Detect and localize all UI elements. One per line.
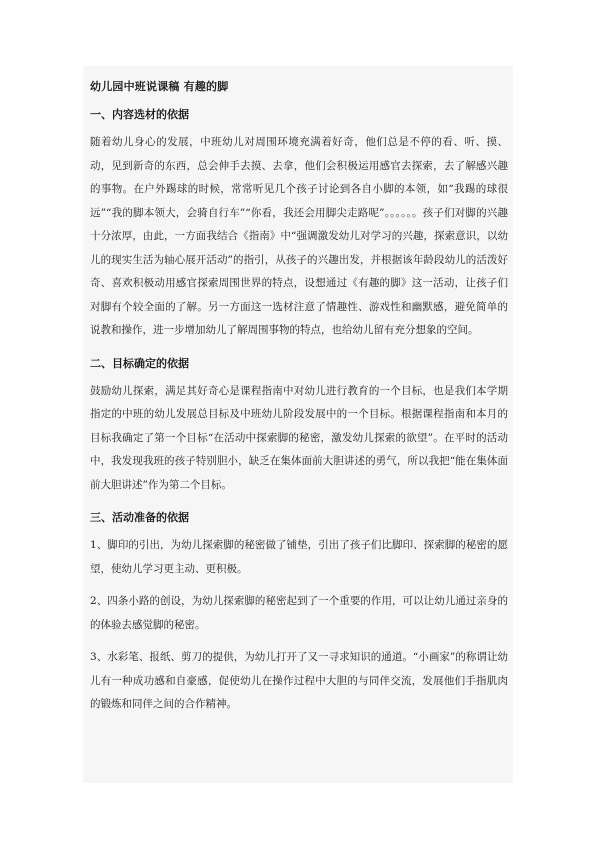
section-heading-preparation-basis: 三、活动准备的依据 (90, 511, 189, 524)
document-page (83, 66, 513, 783)
section-heading-goal-basis: 二、目标确定的依据 (90, 356, 189, 370)
section-paragraph-goal-basis: 鼓励幼儿探索，满足其好奇心是课程指南中对幼儿进行教育的一个目标，也是我们本学期指定的中班的幼儿发展总目标及中班幼儿阶段发展中的一个目标。根据课程指南和本月的目标我确定了第一个目标“在活动中探索脚的秘密，激发幼儿探索的欲望”。在平时的活动中，我发现我班的孩子特别胆小，缺乏在集体面前大胆讲述的勇气，所以我把“能在集体面前大胆讲述”作为第二个目标。 (90, 384, 508, 491)
section-heading-content-basis: 一、内容选材的依据 (90, 108, 189, 121)
section-paragraph-content-basis: 随着幼儿身心的发展，中班幼儿对周围环境充满着好奇，他们总是不停的看、听、摸、动，见到新奇的东西，总会伸手去摸、去拿，他们会积极运用感官去探索，去了解感兴趣的事物。在户外踢球的时候，常常听见几个孩子讨论到各自小脚的本领，如“我踢的球很远”“我的脚本领大，会骑自行车”“你看，我还会用脚尖走路呢”。。。。。。孩子们对脚的兴趣十分浓厚，由此，一方面我结合《指南》中“强调激发幼儿对学习的兴趣，探索意识，以幼儿的现实生活为轴心展开活动”的指引，从孩子的兴趣出发，并根据该年龄段幼儿的活泼好奇、喜欢积极动用感官探索周围世界的特点，设想通过《有趣的脚》这一活动，让孩子们对脚有个较全面的了解。另一方面这一选材注意了情趣性、游戏性和幽默感，避免简单的说教和操作，进一步增加幼儿了解周围事物的特点，也给幼儿留有充分想象的空间。 (90, 136, 508, 336)
preparation-item-paths: 2、四条小路的创设，为幼儿探索脚的秘密起到了一个重要的作用，可以让幼儿通过亲身的的体验去感觉脚的秘密。 (90, 595, 508, 631)
document-content (90, 79, 508, 726)
preparation-item-materials: 3、水彩笔、报纸、剪刀的提供，为幼儿打开了又一寻求知识的通道。“小画家”的称谓让幼儿有一种成功感和自豪感，促使幼儿在操作过程中大胆的与同伴交流，发展他们手指肌肉的锻炼和同伴之间的合作精神。 (90, 651, 508, 710)
document-title: 幼儿园中班说课稿 有趣的脚 (90, 80, 229, 93)
preparation-item-footprint: 1、脚印的引出，为幼儿探索脚的秘密做了铺垫，引出了孩子们比脚印、探索脚的秘密的愿望，使幼儿学习更主动、更积极。 (90, 539, 508, 575)
